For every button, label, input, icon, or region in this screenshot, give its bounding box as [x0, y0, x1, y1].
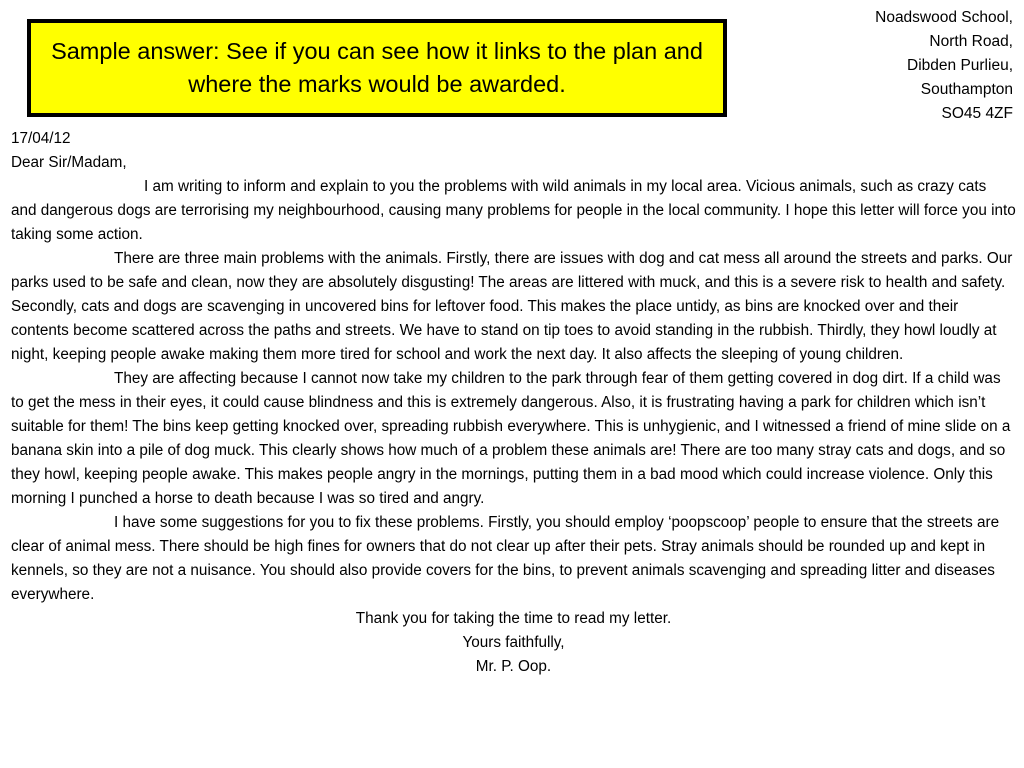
sample-answer-callout: [27, 19, 727, 117]
sender-address: [875, 6, 1013, 126]
letter-paragraph: I am writing to inform and explain to you the problems with wild animals in my local area. Vicious animals, such as crazy cats and dangerous dogs are terrorising my neighbourhood, causing many problems for people in the local community. I hope this letter will force you into taking some action.: [11, 178, 1016, 243]
address-line: North Road,: [929, 33, 1013, 50]
address-line: Southampton: [920, 81, 1013, 98]
letter-paragraph: There are three main problems with the animals. Firstly, there are issues with dog and cat mess all around the streets and parks. Our parks used to be safe and clean, now they are absolutely disgusting! The areas are littered with muck, and this is a severe risk to health and safety. Secondly, cats and dogs are scavenging in uncovered bins for leftover food. This makes the place untidy, as bins are knocked over and their contents become scattered across the paths and streets. We have to stand on tip toes to avoid standing in the rubbish. Thirdly, they howl loudly at night, keeping people awake making them more tired for school and work the next day. It also affects the sleeping of young children.: [11, 250, 1013, 363]
address-line: Dibden Purlieu,: [907, 57, 1013, 74]
letter-body: [11, 127, 1016, 679]
letter-thanks: Thank you for taking the time to read my letter.: [355, 610, 672, 627]
letter-date: 17/04/12: [11, 130, 71, 147]
letter-signoff: Yours faithfully,: [462, 634, 565, 651]
callout-text: Sample answer: See if you can see how it links to the plan and where the marks would be awarded.: [51, 38, 703, 97]
letter-salutation: Dear Sir/Madam,: [11, 154, 127, 171]
address-line: SO45 4ZF: [941, 105, 1013, 122]
letter-paragraph: I have some suggestions for you to fix these problems. Firstly, you should employ ‘poopscoop’ people to ensure that the streets are clear of animal mess. There should be high fines for owners that do not clear up after their pets. Stray animals should be rounded up and kept in kennels, so they are not a nuisance. You should also provide covers for the bins, to prevent animals scavenging and spreading litter and diseases everywhere.: [11, 514, 1000, 603]
address-line: Noadswood School,: [875, 9, 1013, 26]
letter-signature: Mr. P. Oop.: [475, 658, 552, 675]
letter-paragraph: They are affecting because I cannot now take my children to the park through fear of them getting covered in dog dirt. If a child was to get the mess in their eyes, it could cause blindness and this is extremely dangerous. Also, it is frustrating having a park for children which isn’t suitable for them! The bins keep getting knocked over, spreading rubbish everywhere. This is unhygienic, and I witnessed a friend of mine slide on a banana skin into a pile of dog muck. This clearly shows how much of a problem these animals are! There are too many stray cats and dogs, and so they howl, keeping people awake. This makes people angry in the mornings, putting them in a bad mood which could increase violence. Only this morning I punched a horse to death because I was so tired and angry.: [11, 370, 1011, 507]
